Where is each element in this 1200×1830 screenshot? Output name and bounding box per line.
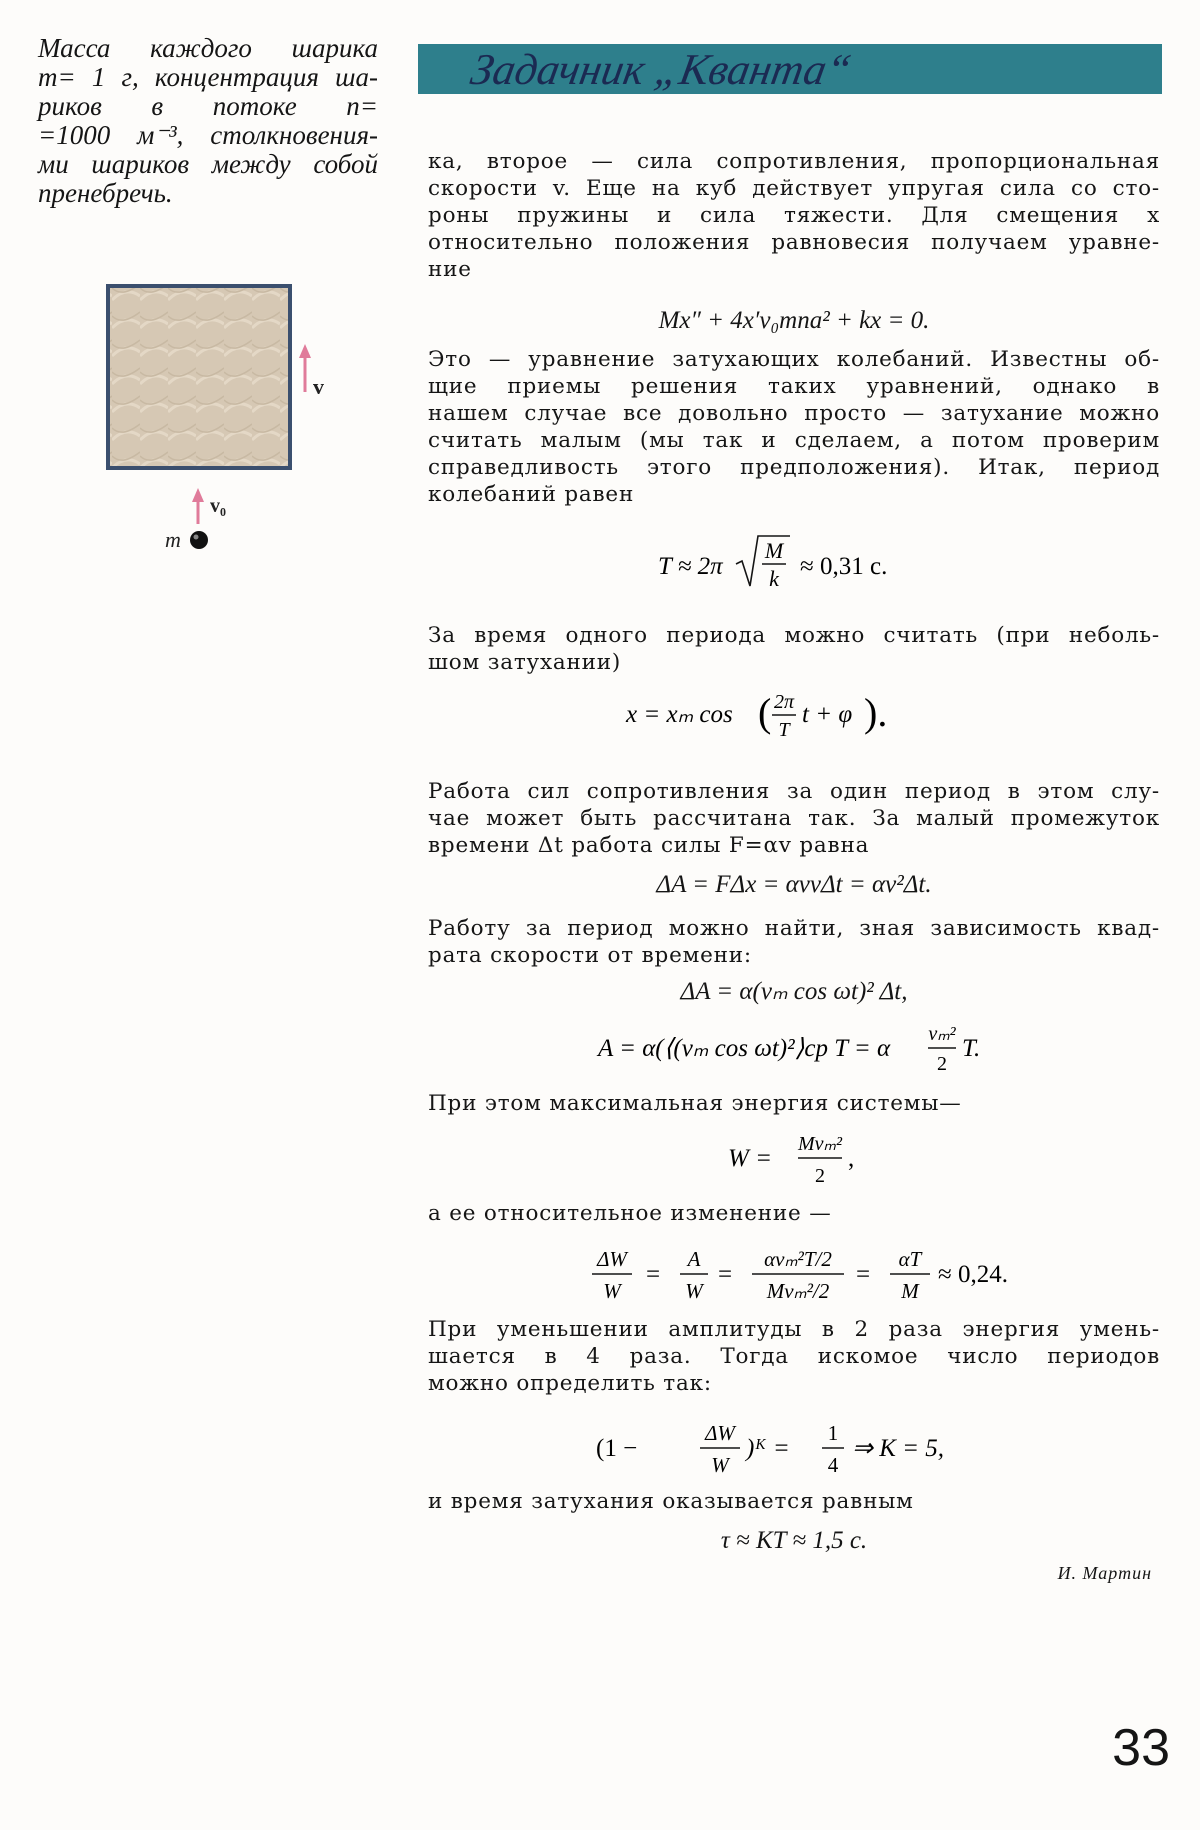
eq-den: T <box>778 719 790 741</box>
eq-part: W = <box>728 1145 772 1172</box>
side-note-line: риков в потоке n= <box>38 91 378 121</box>
equation-text: ΔA = α(vₘ cos ωt)² Δt, <box>680 978 908 1005</box>
eq-part: , <box>848 1145 855 1172</box>
eq-num: Mvₘ² <box>798 1133 842 1155</box>
text-line: рата скорости от времени: <box>428 943 752 968</box>
text-line: щие приемы решения таких уравнений, однако в <box>428 374 1160 399</box>
equation-text: ΔA = FΔx = αvvΔt = αv²Δt. <box>656 871 932 898</box>
eq-den: Mvₘ²/2 <box>766 1279 830 1303</box>
svg-text:=: = <box>856 1261 871 1288</box>
eq-den: W <box>603 1279 621 1303</box>
eq-part: )ᴷ = <box>746 1435 790 1462</box>
eq-den: k <box>769 566 779 591</box>
equation-work-period <box>428 1016 1160 1078</box>
side-note-line: Масса каждого шарика <box>38 33 378 63</box>
text-line: Работу за период можно найти, зная зависимость квад- <box>428 916 1160 941</box>
eq-num: 2π <box>773 691 795 713</box>
svg-text:=: = <box>646 1261 661 1288</box>
text-line: и время затухания оказывается равным <box>428 1489 914 1514</box>
paragraph <box>428 622 1160 676</box>
eq-num: 1 <box>827 1421 839 1445</box>
equation-decay-time <box>428 1526 1160 1556</box>
side-note-line: m= 1 г, концентрация ша- <box>38 62 378 92</box>
eq-den: 4 <box>827 1453 839 1477</box>
eq-den: 2 <box>937 1053 947 1075</box>
eq-num: vₘ² <box>928 1023 956 1045</box>
paragraph <box>428 915 1160 969</box>
equation-motion <box>428 306 1160 336</box>
paragraph <box>428 1316 1160 1397</box>
page-number: 33 <box>1112 1719 1170 1777</box>
text-line: относительно положения равновесия получаем уравне- <box>428 230 1160 255</box>
text-line: можно определить так: <box>428 1371 712 1396</box>
text-line: а ее относительное изменение — <box>428 1201 832 1226</box>
text-line: ка, второе — сила сопротивления, пропорциональная <box>428 149 1160 174</box>
eq-num: M <box>764 538 784 563</box>
svg-text:(: ( <box>758 690 772 735</box>
arrow-v-icon <box>299 344 311 392</box>
eq-part: t + φ <box>802 701 853 728</box>
eq-den: W <box>711 1453 729 1477</box>
eq-num: A <box>687 1247 701 1271</box>
text-line: шается в 4 раза. Тогда искомое число периодов <box>428 1344 1160 1369</box>
eq-part: A = α(⟨(vₘ cos ωt)²⟩ср T = α <box>598 1035 891 1062</box>
equation-work-square <box>428 977 1160 1007</box>
eq-part: ≈ 0,24. <box>938 1261 1008 1288</box>
text-line: справедливость этого предположения). Итак, период <box>428 455 1160 480</box>
equation-text: τ ≈ KT ≈ 1,5 с. <box>720 1527 868 1554</box>
side-note <box>38 34 378 208</box>
text-line: При этом максимальная энергия системы— <box>428 1091 962 1116</box>
equation-work-small <box>428 870 1160 900</box>
header-title: Задачник „Кванта“ <box>467 45 855 94</box>
text-line: При уменьшении амплитуды в 2 раза энергия умень- <box>428 1317 1160 1342</box>
side-note-line: ми шариков между собой <box>38 149 378 179</box>
equation-text: Mx″ + 4x′v₀mna² + kx = 0. <box>658 307 930 334</box>
cube <box>108 286 290 468</box>
eq-part: x = xₘ cos <box>626 701 733 728</box>
text-line: ние <box>428 257 472 282</box>
equation-energy <box>428 1124 1160 1190</box>
label-v0: v₀ <box>210 495 226 517</box>
eq-den: 2 <box>815 1165 825 1187</box>
paragraph <box>428 346 1160 508</box>
eq-part: T ≈ 2π <box>658 553 723 580</box>
svg-text:=: = <box>718 1261 733 1288</box>
author: И. Мартин <box>1057 1563 1152 1583</box>
ball-icon <box>190 531 208 549</box>
eq-num: αvₘ²T/2 <box>764 1247 832 1271</box>
paragraph <box>428 148 1160 283</box>
paragraph <box>428 1200 1160 1227</box>
equation-displacement <box>428 682 1160 752</box>
arrow-v0-icon <box>192 488 204 524</box>
text-line: считать малым (мы так и сделаем, а потом проверим <box>428 428 1160 453</box>
paragraph <box>428 1488 1160 1515</box>
text-line: роны пружины и сила тяжести. Для смещения x <box>428 203 1160 228</box>
text-line: Это — уравнение затухающих колебаний. Известны об- <box>428 347 1160 372</box>
eq-part: (1 − <box>596 1435 638 1462</box>
eq-num: αT <box>898 1247 922 1271</box>
text-line: шом затухании) <box>428 650 622 675</box>
label-v: v <box>313 374 324 399</box>
eq-part: ⇒ K = 5, <box>852 1435 944 1462</box>
text-line: колебаний равен <box>428 482 635 507</box>
svg-text:).: ). <box>864 690 888 735</box>
eq-den: W <box>685 1279 703 1303</box>
text-line: скорости v. Еще на куб действует упругая сила со сто- <box>428 176 1160 201</box>
text-line: нашем случае все довольно просто — затухание можно <box>428 401 1160 426</box>
eq-den: M <box>901 1279 919 1303</box>
equation-relative-change <box>428 1238 1160 1310</box>
equation-period <box>428 528 1160 604</box>
eq-num: ΔW <box>705 1421 735 1445</box>
text-line: За время одного периода можно считать (при неболь- <box>428 623 1160 648</box>
label-m: m <box>165 527 181 552</box>
equation-periods <box>428 1412 1160 1484</box>
paragraph <box>428 1090 1160 1117</box>
eq-part: T. <box>962 1035 981 1062</box>
eq-num: ΔW <box>597 1247 627 1271</box>
text-line: времени Δt работа силы F=αv равна <box>428 833 870 858</box>
side-note-line: пренебречь. <box>38 178 173 208</box>
eq-part: ≈ 0,31 с. <box>800 553 888 580</box>
paragraph <box>428 778 1160 859</box>
text-line: чае может быть рассчитана так. За малый промежуток <box>428 806 1160 831</box>
side-note-line: =1000 м⁻³, столкновения- <box>38 120 378 150</box>
text-line: Работа сил сопротивления за один период в этом слу- <box>428 779 1160 804</box>
